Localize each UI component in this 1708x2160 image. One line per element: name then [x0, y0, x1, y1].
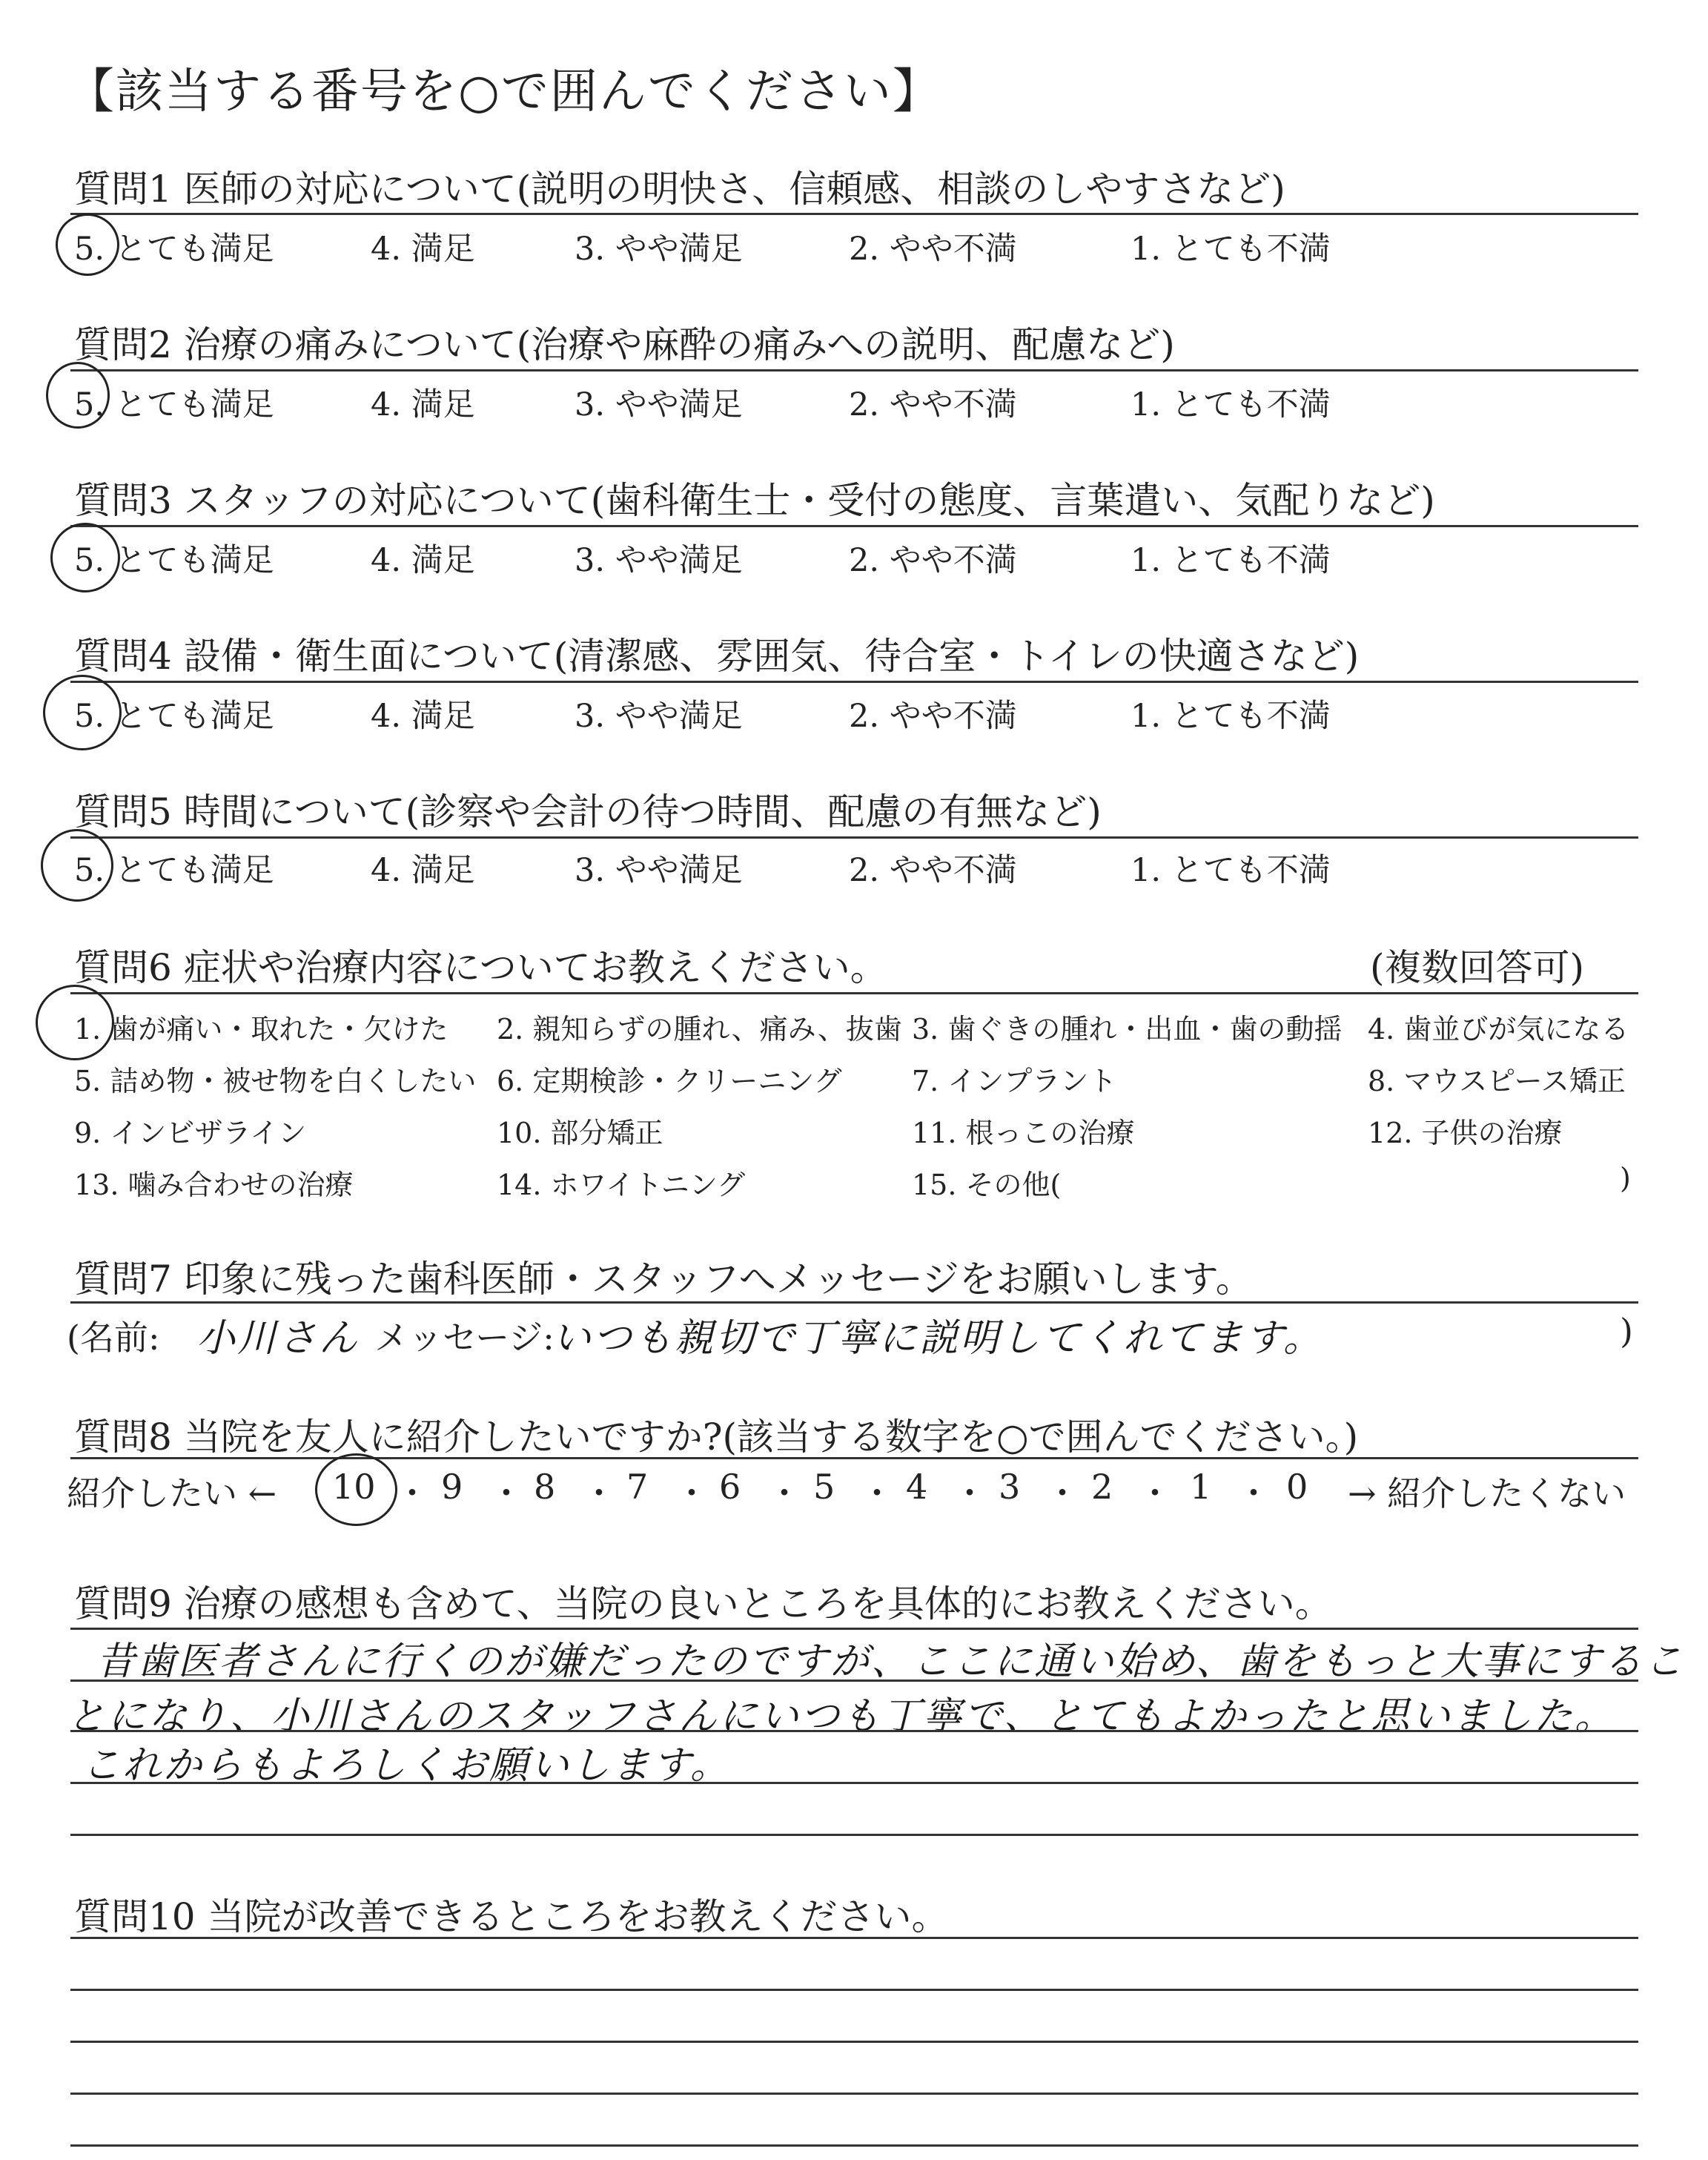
selection-circle [56, 214, 119, 276]
q6-option-11[interactable]: 11. 根っこの治療 [912, 1117, 1135, 1149]
selection-circle [41, 829, 113, 902]
scale-2[interactable]: 2 [1091, 1467, 1113, 1507]
divider [70, 992, 1638, 994]
selection-circle [36, 985, 114, 1060]
scale-separator: ・ [489, 1473, 523, 1513]
divider [70, 213, 1638, 215]
q6-option-7[interactable]: 7. インプラント [912, 1065, 1117, 1097]
question-10-label: 質問10 当院が改善できるところをお教えください。 [74, 1895, 949, 1938]
divider [70, 1457, 1638, 1459]
scale-separator: ・ [1045, 1473, 1079, 1513]
answer-line [70, 2041, 1638, 2043]
divider [70, 525, 1638, 527]
scale-separator: ・ [1237, 1473, 1271, 1513]
question-4-label: 質問4 設備・衛生面について(清潔感、雰囲気、待合室・トイレの快適さなど) [74, 635, 1360, 678]
q6-option-3[interactable]: 3. 歯ぐきの腫れ・出血・歯の動揺 [912, 1013, 1343, 1046]
q2-option-3[interactable]: 3. やや満足 [575, 386, 743, 423]
scale-separator: ・ [767, 1473, 801, 1513]
q6-option-14[interactable]: 14. ホワイトニング [497, 1169, 746, 1201]
q2-option-2[interactable]: 2. やや不満 [849, 386, 1017, 423]
question-5-label: 質問5 時間について(診察や会計の待つ時間、配慮の有無など) [74, 790, 1102, 833]
question-6-note: (複数回答可) [1370, 946, 1585, 989]
q6-option-15-close: ) [1620, 1162, 1631, 1195]
scale-9[interactable]: 9 [441, 1467, 463, 1507]
scale-10[interactable]: 10 [332, 1467, 376, 1507]
q4-option-5[interactable]: 5. とても満足 [74, 698, 274, 735]
q3-option-4[interactable]: 4. 満足 [371, 542, 475, 579]
scale-1[interactable]: 1 [1190, 1467, 1212, 1507]
divider [70, 369, 1638, 371]
q3-option-2[interactable]: 2. やや不満 [849, 542, 1017, 579]
q5-option-3[interactable]: 3. やや満足 [575, 852, 743, 889]
q6-option-5[interactable]: 5. 詰め物・被せ物を白くしたい [74, 1065, 477, 1097]
selection-circle [50, 523, 120, 592]
divider [70, 1301, 1638, 1304]
q5-option-4[interactable]: 4. 満足 [371, 852, 475, 889]
scale-7[interactable]: 7 [626, 1467, 649, 1507]
q1-option-2[interactable]: 2. やや不満 [849, 231, 1017, 268]
name-value[interactable]: 小川さん [196, 1316, 360, 1361]
q6-option-15[interactable]: 15. その他( [912, 1169, 1062, 1201]
q6-option-4[interactable]: 4. 歯並びが気になる [1368, 1013, 1629, 1046]
q6-option-6[interactable]: 6. 定期検診・クリーニング [497, 1065, 842, 1097]
question-6-label: 質問6 症状や治療内容についてお教えください。 [74, 946, 887, 989]
q2-option-5[interactable]: 5. とても満足 [74, 386, 274, 423]
scale-separator: ・ [395, 1473, 429, 1513]
q6-option-2[interactable]: 2. 親知らずの腫れ、痛み、抜歯 [497, 1013, 902, 1046]
answer-line [70, 2144, 1638, 2147]
answer-line [70, 1989, 1638, 1991]
question-8-label: 質問8 当院を友人に紹介したいですか?(該当する数字を○で囲んでください。) [74, 1416, 1359, 1459]
divider [70, 836, 1638, 839]
question-9-label: 質問9 治療の感想も含めて、当院の良いところを具体的にお教えください。 [74, 1582, 1332, 1625]
selection-circle [46, 362, 110, 429]
question-2-label: 質問2 治療の痛みについて(治療や麻酔の痛みへの説明、配慮など) [74, 323, 1175, 366]
question-3-label: 質問3 スタッフの対応について(歯科衛生士・受付の態度、言葉遣い、気配りなど) [74, 479, 1435, 522]
answer-line [70, 1730, 1638, 1732]
q1-option-5[interactable]: 5. とても満足 [74, 231, 274, 268]
q4-option-1[interactable]: 1. とても不満 [1131, 698, 1331, 735]
scale-separator: ・ [1138, 1473, 1172, 1513]
q3-option-5[interactable]: 5. とても満足 [74, 542, 274, 579]
message-label: メッセージ: [374, 1318, 555, 1358]
q2-option-1[interactable]: 1. とても不満 [1131, 386, 1331, 423]
answer-line [70, 1782, 1638, 1784]
q6-option-1[interactable]: 1. 歯が痛い・取れた・欠けた [74, 1013, 448, 1046]
answer-line [70, 1834, 1638, 1836]
scale-4[interactable]: 4 [906, 1467, 928, 1507]
message-close: ) [1620, 1311, 1633, 1351]
q1-option-3[interactable]: 3. やや満足 [575, 231, 743, 268]
answer-line [70, 1680, 1638, 1682]
q2-option-4[interactable]: 4. 満足 [371, 386, 475, 423]
answer-line-3[interactable]: これからもよろしくお願いします。 [82, 1743, 731, 1788]
page-title: 【該当する番号を○で囲んでください】 [67, 65, 941, 119]
scale-separator: ・ [860, 1473, 894, 1513]
scale-separator: ・ [675, 1473, 709, 1513]
scale-separator: ・ [953, 1473, 987, 1513]
q4-option-2[interactable]: 2. やや不満 [849, 698, 1017, 735]
recommend-left-label: 紹介したい ← [67, 1473, 277, 1513]
answer-line-1[interactable]: 昔歯医者さんに行くのが嫌だったのですが、ここに通い始め、歯をもっと大事にするこ [96, 1639, 1685, 1684]
q6-option-9[interactable]: 9. インビザライン [74, 1117, 307, 1149]
q4-option-4[interactable]: 4. 満足 [371, 698, 475, 735]
scale-separator: ・ [582, 1473, 616, 1513]
answer-line [70, 2093, 1638, 2095]
answer-line-2[interactable]: とになり、小川さんのスタッフさんにいつも丁寧で、とてもよかったと思いました。 [67, 1694, 1615, 1739]
question-7-label: 質問7 印象に残った歯科医師・スタッフへメッセージをお願いします。 [74, 1258, 1253, 1301]
q1-option-1[interactable]: 1. とても不満 [1131, 231, 1331, 268]
scale-3[interactable]: 3 [999, 1467, 1021, 1507]
recommend-right-label: → 紹介したくない [1348, 1473, 1626, 1513]
q5-option-5[interactable]: 5. とても満足 [74, 852, 274, 889]
selection-circle [43, 675, 122, 750]
q6-option-8[interactable]: 8. マウスピース矯正 [1368, 1065, 1626, 1097]
name-label: (名前: [67, 1318, 160, 1358]
divider [70, 681, 1638, 683]
q6-option-13[interactable]: 13. 噛み合わせの治療 [74, 1169, 354, 1201]
message-value[interactable]: いつも親切で丁寧に説明してくれてます。 [552, 1316, 1324, 1361]
q3-option-1[interactable]: 1. とても不満 [1131, 542, 1331, 579]
scale-5[interactable]: 5 [813, 1467, 835, 1507]
selection-circle [315, 1453, 397, 1526]
q4-option-3[interactable]: 3. やや満足 [575, 698, 743, 735]
q6-option-12[interactable]: 12. 子供の治療 [1368, 1117, 1563, 1149]
q5-option-1[interactable]: 1. とても不満 [1131, 852, 1331, 889]
scale-0[interactable]: 0 [1286, 1467, 1308, 1507]
question-1-label: 質問1 医師の対応について(説明の明快さ、信頼感、相談のしやすさなど) [74, 168, 1285, 211]
q1-option-4[interactable]: 4. 満足 [371, 231, 475, 268]
q5-option-2[interactable]: 2. やや不満 [849, 852, 1017, 889]
answer-line [70, 1937, 1638, 1939]
q3-option-3[interactable]: 3. やや満足 [575, 542, 743, 579]
scale-8[interactable]: 8 [534, 1467, 556, 1507]
scale-6[interactable]: 6 [719, 1467, 741, 1507]
q6-option-10[interactable]: 10. 部分矯正 [497, 1117, 663, 1149]
